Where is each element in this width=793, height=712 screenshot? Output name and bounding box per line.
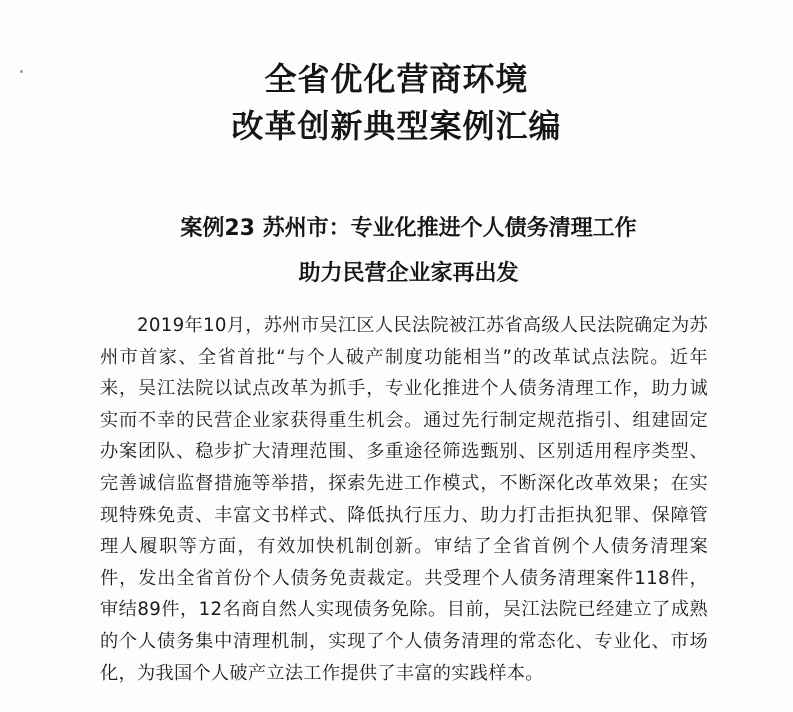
document-title-line-2: 改革创新典型案例汇编	[231, 107, 562, 145]
case-title-line-2: 助力民营企业家再出发	[298, 261, 519, 286]
document-title-line-1: 全省优化营商环境	[264, 60, 529, 98]
body-paragraph: 2019年10月，苏州市吴江区人民法院被江苏省高级人民法院确定为苏州市首家、全省首批“与个人破产制度功能相当”的改革试点法院。近年来，吴江法院以试点改革为抓手，专业化推进个人债务清理工作，助力诚实而不幸的民营企业家获得重生机会。通过先行制定规范指引、组建固定办案团队、稳步扩大清理范围、多重途径筛选甄别、区别适用程序类型、完善诚信监督措施等举措，探索先进工作模式，不断深化改革效果；在实现特殊免责、丰富文书样式、降低执行压力、助力打击拒执犯罪、保障管理人履职等方面，有效加快机制创新。审结了全省首例个人债务清理案件，发出全省首份个人债务免责裁定。共受理个人债务清理案件118件，审结89件，12名商自然人实现债务免除。目前，吴江法院已经建立了成熟的个人债务集中清理机制，实现了个人债务清理的常态化、专业化、市场化，为我国个人破产立法工作提供了丰富的实践样本。	[100, 315, 708, 684]
case-title-line-1: 案例23 苏州市：专业化推进个人债务清理工作	[180, 216, 637, 241]
